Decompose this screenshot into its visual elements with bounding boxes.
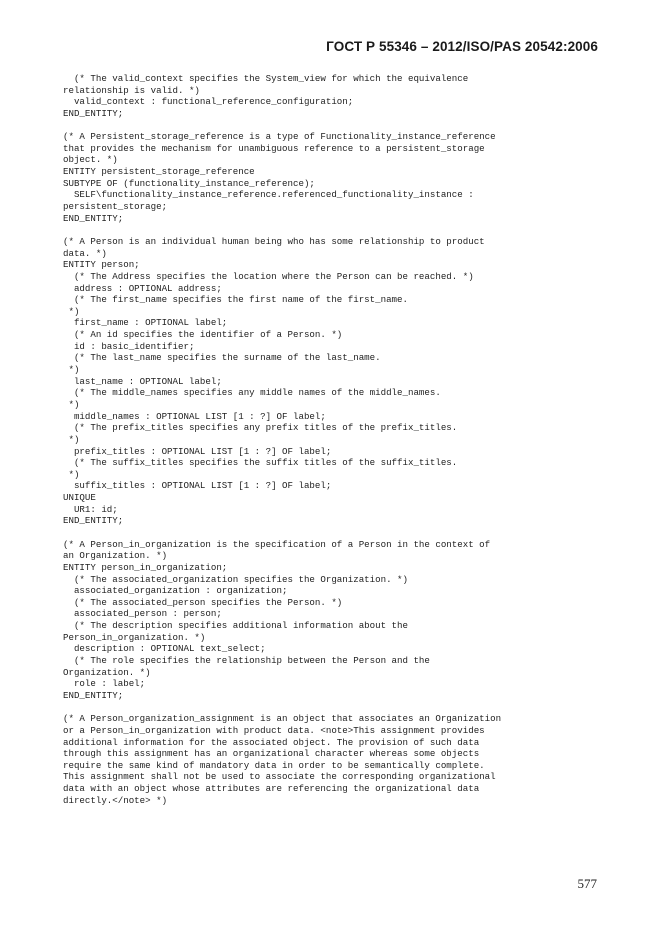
code-line: associated_organization : organization; [63, 585, 288, 597]
code-line: SUBTYPE OF (functionality_instance_reference); [63, 177, 315, 189]
code-line: id : basic_identifier; [63, 340, 195, 352]
code-line: directly.</note> *) [63, 794, 168, 806]
code-line: role : label; [63, 678, 146, 690]
blank-line [63, 527, 608, 539]
code-line: (* The valid_context specifies the System_view for which the equivalence [63, 73, 469, 84]
blank-line [63, 224, 608, 236]
code-line: relationship is valid. *) [63, 84, 200, 96]
page-number: 577 [577, 876, 597, 891]
code-line: (* A Persistent_storage_reference is a type of Functionality_instance_reference [63, 131, 496, 143]
code-line: (* The role specifies the relationship between the Person and the [63, 655, 430, 667]
code-line: object. *) [63, 154, 118, 166]
code-line: This assignment shall not be used to associate the corresponding organizational [63, 771, 496, 783]
code-line: last_name : OPTIONAL label; [63, 375, 222, 387]
code-line: (* The Address specifies the location where the Person can be reached. *) [63, 270, 474, 282]
code-line: END_ENTITY; [63, 515, 124, 527]
code-line: or a Person_in_organization with product data. <note>This assignment provides [63, 724, 485, 736]
code-line: data with an object whose attributes are referencing the organizational data [63, 783, 480, 795]
code-line: that provides the mechanism for unambiguous reference to a persistent_storage [63, 142, 485, 154]
code-line: END_ENTITY; [63, 689, 124, 701]
code-line: (* The suffix_titles specifies the suffix titles of the suffix_titles. [63, 457, 458, 469]
code-line: description : OPTIONAL text_select; [63, 643, 266, 655]
code-line: *) [63, 398, 80, 410]
code-line: *) [63, 433, 80, 445]
blank-line [63, 702, 608, 714]
code-line: (* The middle_names specifies any middle names of the middle_names. [63, 387, 441, 399]
code-line: (* The prefix_titles specifies any prefix titles of the prefix_titles. [63, 422, 458, 434]
document-header-standard-id: ГОСТ Р 55346 – 2012/ISO/PAS 20542:2006 [326, 39, 598, 54]
code-line: valid_context : functional_reference_configuration; [63, 96, 354, 108]
code-line: suffix_titles : OPTIONAL LIST [1 : ?] OF label; [63, 480, 332, 492]
code-line: additional information for the associated object. The provision of such data [63, 736, 480, 748]
code-line: SELF\functionality_instance_reference.referenced_functionality_instance : [63, 189, 474, 201]
code-line: *) [63, 468, 80, 480]
code-line: (* An id specifies the identifier of a Person. *) [63, 329, 343, 341]
code-line: prefix_titles : OPTIONAL LIST [1 : ?] OF label; [63, 445, 332, 457]
code-line: (* A Person is an individual human being who has some relationship to product [63, 235, 485, 247]
code-line: ENTITY persistent_storage_reference [63, 166, 255, 178]
code-line: (* The associated_person specifies the Person. *) [63, 596, 343, 608]
blank-line [63, 120, 608, 132]
code-line: END_ENTITY; [63, 107, 124, 119]
code-line: ENTITY person; [63, 259, 140, 271]
code-line: (* The description specifies additional information about the [63, 620, 408, 632]
code-line: Person_in_organization. *) [63, 631, 206, 643]
code-line: middle_names : OPTIONAL LIST [1 : ?] OF label; [63, 410, 326, 422]
code-line: through this assignment has an organizational character whereas some objects [63, 748, 480, 760]
code-line: (* A Person_in_organization is the specification of a Person in the context of [63, 538, 491, 550]
code-line: UNIQUE [63, 492, 96, 504]
code-line: data. *) [63, 247, 107, 259]
code-line: UR1: id; [63, 503, 118, 515]
code-line: ENTITY person_in_organization; [63, 561, 228, 573]
code-line: *) [63, 305, 80, 317]
code-line: Organization. *) [63, 666, 151, 678]
code-line: require the same kind of mandatory data in order to be semantically complete. [63, 759, 485, 771]
code-line: END_ENTITY; [63, 212, 124, 224]
code-line: address : OPTIONAL address; [63, 282, 222, 294]
express-code-listing [63, 73, 608, 806]
code-line: an Organization. *) [63, 550, 168, 562]
code-line: associated_person : person; [63, 608, 222, 620]
code-line: persistent_storage; [63, 201, 168, 213]
code-line: first_name : OPTIONAL label; [63, 317, 228, 329]
code-line: *) [63, 364, 80, 376]
code-line: (* The associated_organization specifies the Organization. *) [63, 573, 408, 585]
code-line: (* The last_name specifies the surname of the last_name. [63, 352, 381, 364]
code-line: (* A Person_organization_assignment is an object that associates an Organization [63, 713, 502, 725]
code-line: (* The first_name specifies the first name of the first_name. [63, 294, 408, 306]
